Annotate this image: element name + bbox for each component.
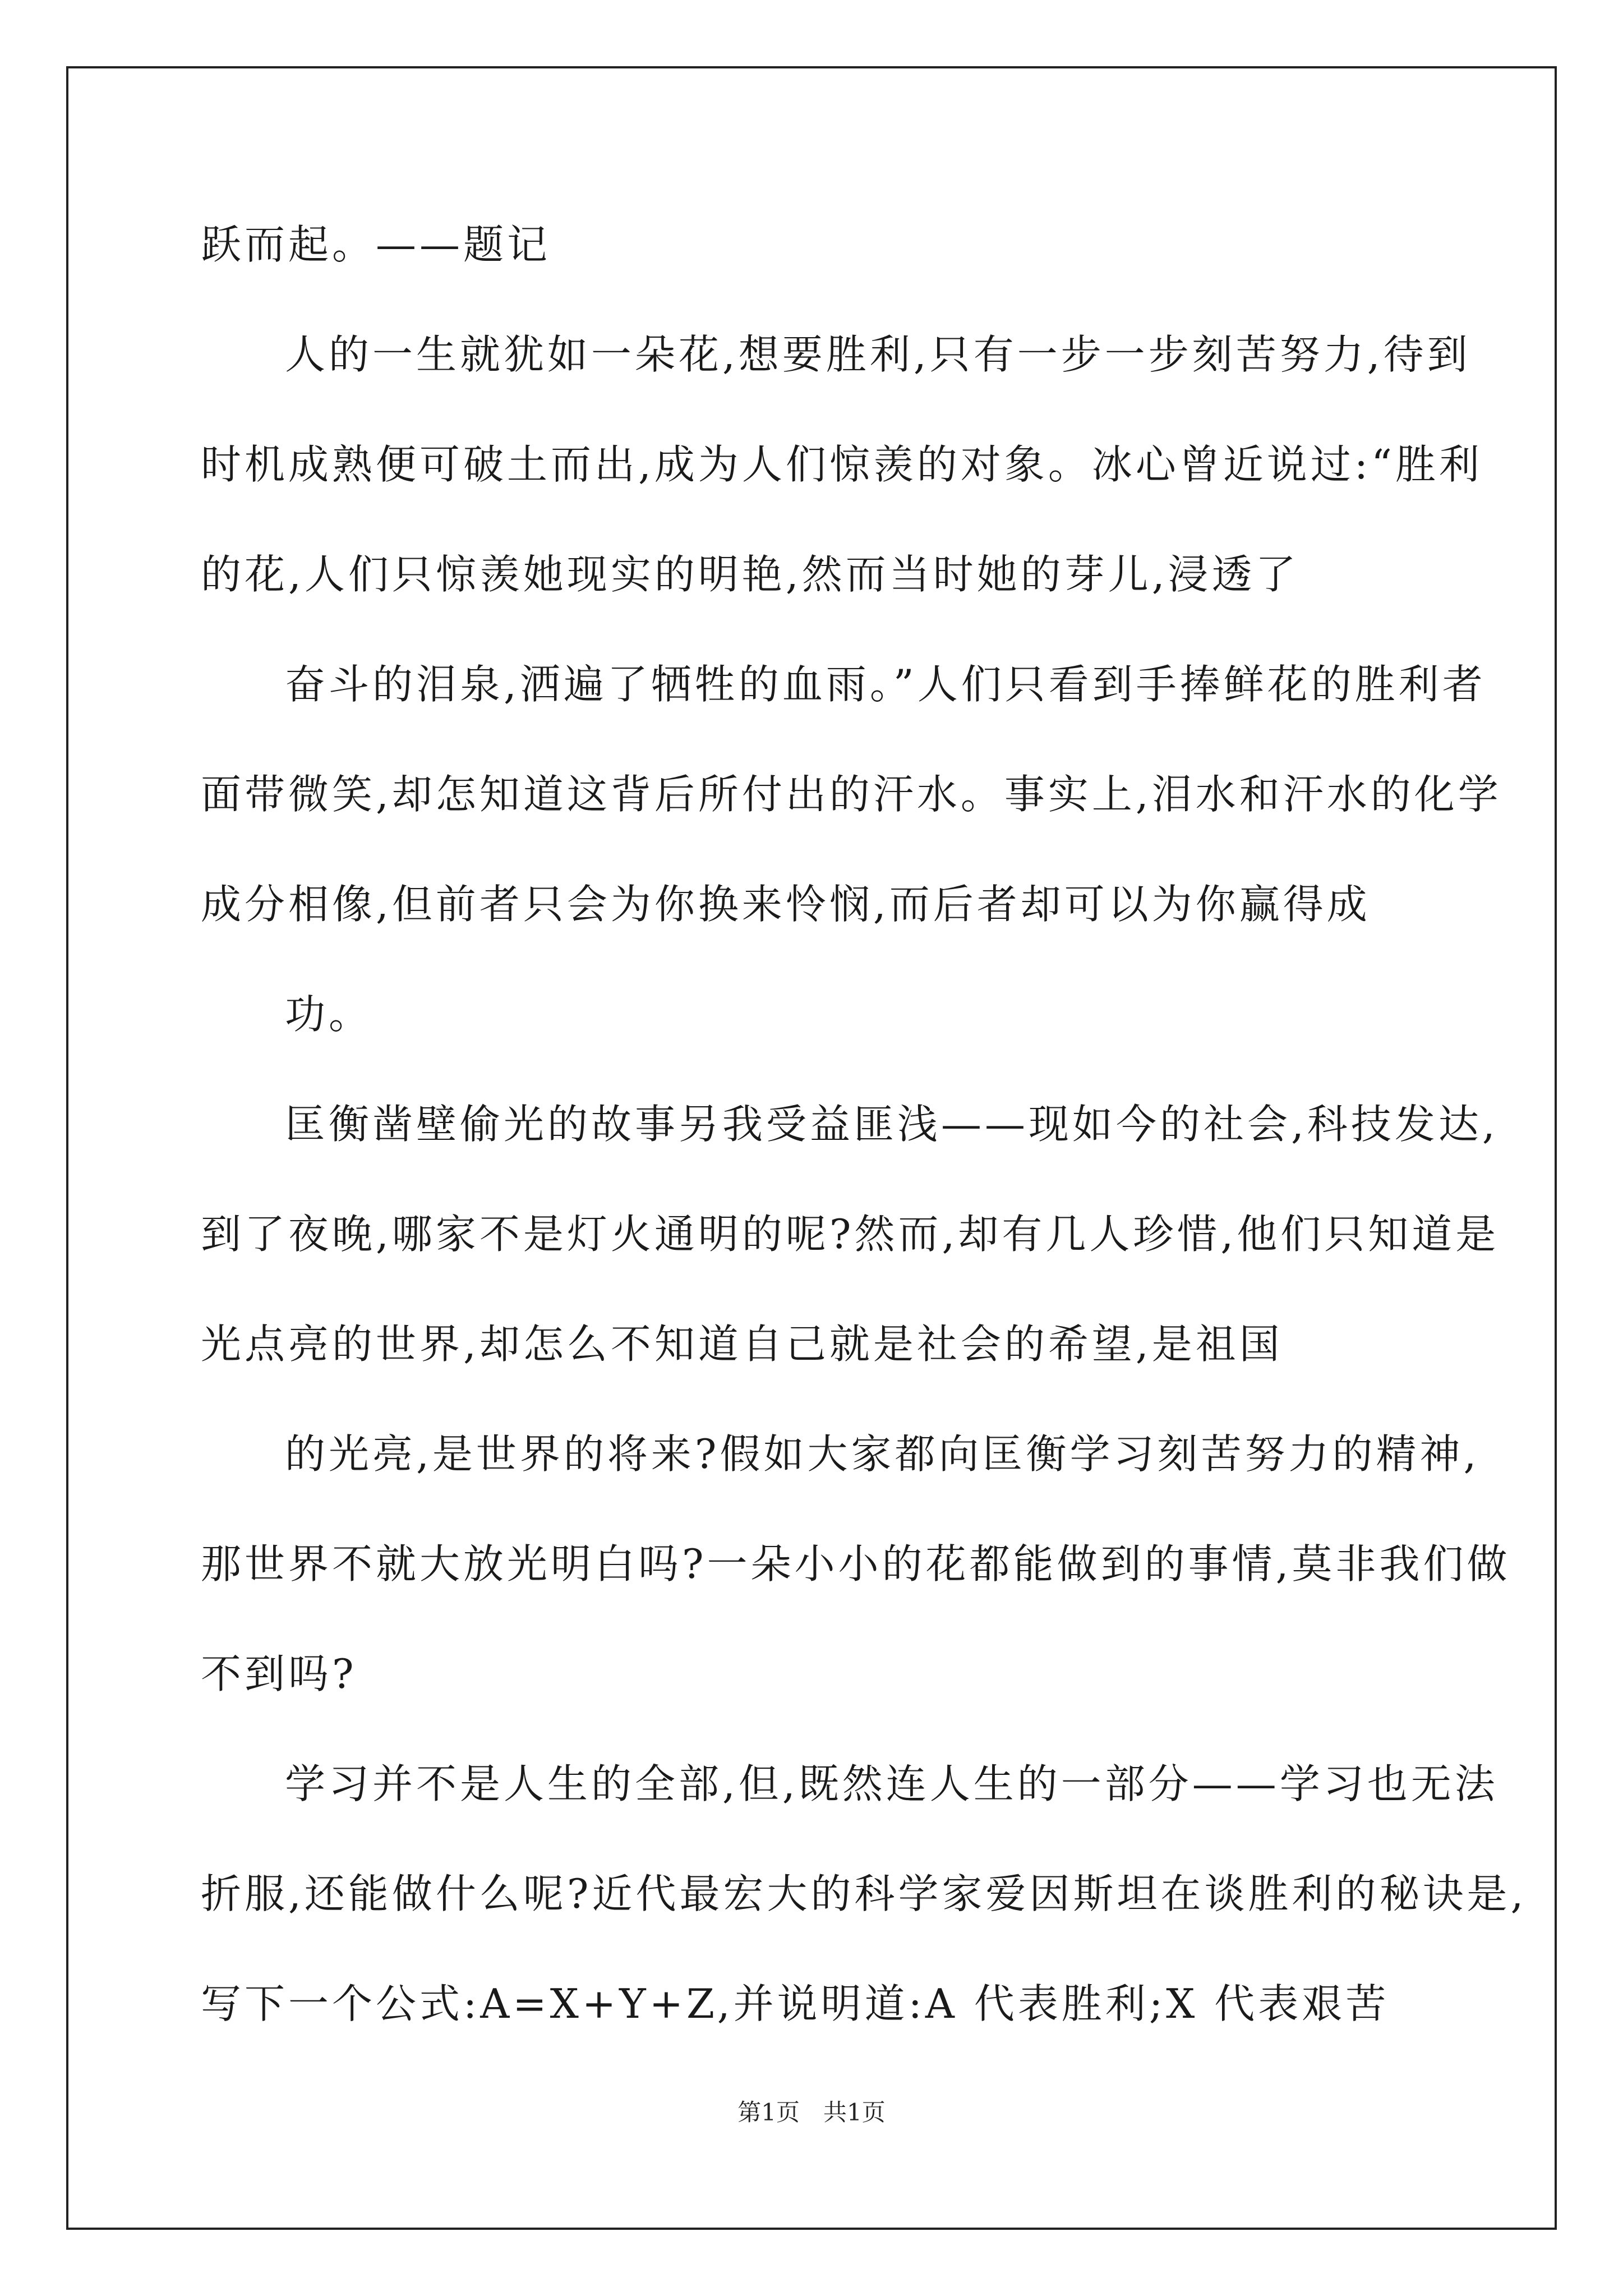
text-line: 到了夜晚,哪家不是灯火通明的呢?然而,却有几人珍惜,他们只知道是: [201, 1211, 1500, 1258]
text-line: 折服,还能做什么呢?近代最宏大的科学家爱因斯坦在谈胜利的秘诀是,: [201, 1870, 1527, 1917]
text-line: 写下一个公式:A=X+Y+Z,并说明道:A 代表胜利;X 代表艰苦: [201, 1980, 1390, 2027]
text-line: 匡衡凿壁偷光的故事另我受益匪浅——现如今的社会,科技发达,: [285, 1101, 1498, 1148]
text-line: 不到吗?: [201, 1650, 357, 1697]
text-line: 功。: [285, 991, 373, 1038]
text-line: 奋斗的泪泉,洒遍了牺牲的血雨。”人们只看到手捧鲜花的胜利者: [285, 661, 1486, 708]
text-line: 面带微笑,却怎知道这背后所付出的汗水。事实上,泪水和汗水的化学: [201, 771, 1502, 818]
text-line: 光点亮的世界,却怎么不知道自己就是社会的希望,是祖国: [201, 1320, 1283, 1368]
text-line: 人的一生就犹如一朵花,想要胜利,只有一步一步刻苦努力,待到: [285, 331, 1471, 378]
text-line: 成分相像,但前者只会为你换来怜悯,而后者却可以为你赢得成: [201, 881, 1371, 928]
page-number: 第1页 共1页: [737, 2099, 886, 2126]
text-line: 那世界不就大放光明白吗?一朵小小的花都能做到的事情,莫非我们做: [201, 1540, 1511, 1588]
text-line: 的光亮,是世界的将来?假如大家都向匡衡学习刻苦努力的精神,: [285, 1430, 1480, 1478]
text-line: 的花,人们只惊羡她现实的明艳,然而当时她的芽儿,浸透了: [201, 551, 1299, 598]
text-line: 时机成熟便可破土而出,成为人们惊羡的对象。冰心曾近说过:“胜利: [201, 441, 1483, 488]
text-line: 学习并不是人生的全部,但,既然连人生的一部分——学习也无法: [285, 1760, 1498, 1807]
text-line: 跃而起。——题记: [201, 221, 551, 268]
